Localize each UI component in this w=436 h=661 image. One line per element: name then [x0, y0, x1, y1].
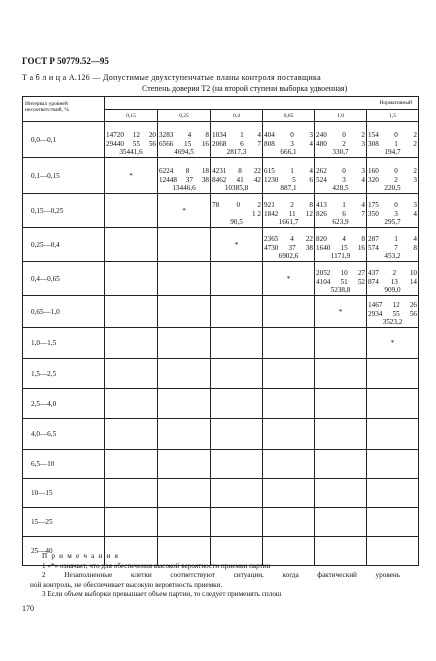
row-interval-label: 15—25 [23, 508, 105, 537]
empty-cell [211, 450, 263, 479]
empty-cell [158, 508, 211, 537]
empty-cell [105, 328, 158, 359]
empty-cell [211, 262, 263, 296]
row-interval-label: 10—15 [23, 479, 105, 508]
plan-line: 160 0 2 [368, 167, 417, 176]
table-row [23, 296, 419, 328]
plan-value: 6902,6 [278, 252, 299, 261]
empty-cell [105, 262, 158, 296]
not-ensured-marker: * [315, 296, 367, 328]
empty-cell [211, 359, 263, 389]
normative-header: Нормативный [105, 97, 419, 110]
empty-cell [158, 328, 211, 359]
empty-cell [263, 419, 315, 450]
plan-line: 262 0 3 [316, 167, 365, 176]
plan-line: 287 1 4 [368, 235, 417, 244]
plan-value: 90,5 [230, 218, 243, 227]
plan-line: 2934 55 56 [368, 309, 417, 318]
plan-value: 909,0 [384, 286, 401, 295]
empty-cell [105, 479, 158, 508]
plan-cell [367, 228, 419, 262]
not-ensured-marker: * [158, 194, 211, 228]
plan-line: 12448 37 38 [159, 175, 209, 184]
empty-cell [315, 328, 367, 359]
plan-line: 1842 11 12 [264, 209, 313, 218]
note-2b: ной контроль, не обеспечивает высокую вероятность приемки. [30, 580, 223, 589]
plan-value: 35441,6 [119, 148, 143, 157]
table-row [23, 508, 419, 537]
plan-line: 29440 55 56 [106, 139, 156, 148]
plan-line: 4231 8 22 [212, 167, 261, 176]
plan-value: 4694,5 [174, 148, 194, 157]
plan-line: 14720 12 20 [106, 131, 156, 140]
note-2a: 2 Незаполненные клетки соответствуют ситуации, когда фактический уровень [42, 571, 400, 579]
not-ensured-marker: * [211, 228, 263, 262]
plan-value: 1171,9 [330, 252, 351, 261]
plan-line: 240 0 2 [316, 131, 365, 140]
empty-cell [211, 419, 263, 450]
table-row [23, 479, 419, 508]
empty-cell [367, 479, 419, 508]
plan-cell [105, 122, 158, 158]
plan-cell [263, 158, 315, 194]
empty-cell [105, 450, 158, 479]
plan-line: 2052 10 27 [316, 269, 365, 278]
empty-cell [315, 359, 367, 389]
plan-cell [315, 228, 367, 262]
table-row [23, 262, 419, 296]
plan-value: 13446,6 [172, 184, 196, 193]
empty-cell [158, 359, 211, 389]
caption-line-2: Степень доверия Т2 (на второй ступени выборка удвоенная) [142, 84, 348, 93]
plan-line: 175 0 3 [368, 201, 417, 210]
plan-cell [367, 296, 419, 328]
plan-cell [211, 158, 263, 194]
plan-line: 480 2 3 [316, 139, 365, 148]
empty-cell [315, 508, 367, 537]
plan-line: 820 4 8 [316, 235, 365, 244]
plan-line: 3283 4 8 [159, 131, 209, 140]
row-interval-label: 1,0—1,5 [23, 328, 105, 359]
empty-cell [105, 419, 158, 450]
plan-value: 2817,3 [226, 148, 247, 157]
plan-value: 428,5 [332, 184, 349, 193]
plan-value: 220,5 [384, 184, 401, 193]
plan-line: 350 3 4 [368, 209, 417, 218]
note-3: 3 Если объем выборки превышает объем партии, то следует применять сплош [42, 590, 282, 598]
plan-line: 413 1 4 [316, 201, 365, 210]
empty-cell [263, 450, 315, 479]
not-ensured-marker: * [367, 328, 419, 359]
empty-cell [105, 508, 158, 537]
plan-value: 5238,8 [330, 286, 351, 295]
plan-line: 1467 12 26 [368, 301, 417, 310]
plan-line: 2365 4 22 [264, 235, 313, 244]
plan-value: 887,1 [280, 184, 297, 193]
notes-title: П р и м е ч а н и я [42, 552, 120, 560]
row-interval-label: 0,0—0,1 [23, 122, 105, 158]
plan-line: 808 3 4 [264, 139, 313, 148]
plan-value: 3523,2 [382, 318, 403, 327]
table-row [23, 158, 419, 194]
plan-value: 1661,7 [278, 218, 299, 227]
empty-cell [105, 194, 158, 228]
plan-value: 295,7 [384, 218, 401, 227]
empty-cell [367, 450, 419, 479]
empty-cell [315, 450, 367, 479]
empty-cell [105, 359, 158, 389]
plan-line: 154 0 2 [368, 131, 417, 140]
page-number: 170 [22, 604, 34, 613]
row-interval-label: 0,15—0,25 [23, 194, 105, 228]
column-header: 0,4 [211, 110, 263, 122]
table-row [23, 228, 419, 262]
empty-cell [263, 389, 315, 419]
plan-line: 437 2 10 [368, 269, 417, 278]
empty-cell [211, 328, 263, 359]
plan-line: 78 0 2 [212, 201, 261, 210]
column-header: 0,65 [263, 110, 315, 122]
empty-cell [158, 479, 211, 508]
empty-cell [263, 296, 315, 328]
plan-line: 4104 51 52 [316, 277, 365, 286]
plan-cell [367, 194, 419, 228]
row-interval-label: 1,5—2,5 [23, 359, 105, 389]
plan-cell [263, 194, 315, 228]
row-interval-label: 0,1—0,15 [23, 158, 105, 194]
table-row [23, 419, 419, 450]
plan-line: 1640 15 16 [316, 243, 365, 252]
empty-cell [315, 389, 367, 419]
table-row [23, 450, 419, 479]
plan-value: 10385,8 [224, 184, 249, 193]
column-header: 0,25 [158, 110, 211, 122]
plan-cell [315, 194, 367, 228]
corner-header: Интервал уровней несоответствий, % [23, 97, 105, 122]
not-ensured-marker: * [105, 158, 158, 194]
empty-cell [367, 359, 419, 389]
plan-cell [315, 158, 367, 194]
empty-cell [263, 359, 315, 389]
notes [30, 552, 400, 600]
plan-cell [158, 158, 211, 194]
row-interval-label: 2,5—4,0 [23, 389, 105, 419]
empty-cell [367, 508, 419, 537]
empty-cell [105, 296, 158, 328]
empty-cell [105, 228, 158, 262]
plan-line: 4730 37 38 [264, 243, 313, 252]
plan-line: 8462 41 42 [212, 175, 261, 184]
plan-value: 666,1 [280, 148, 297, 157]
empty-cell [211, 479, 263, 508]
row-interval-label: 0,25—0,4 [23, 228, 105, 262]
plan-line: 615 1 4 [264, 167, 313, 176]
plan-cell [367, 122, 419, 158]
plan-line: 921 2 8 [264, 201, 313, 210]
table-body [23, 122, 419, 566]
plan-line: 826 6 7 [316, 209, 365, 218]
row-interval-label: 0,4—0,65 [23, 262, 105, 296]
table-row [23, 328, 419, 359]
empty-cell [263, 328, 315, 359]
plan-cell [158, 122, 211, 158]
plan-cell [315, 262, 367, 296]
empty-cell [211, 389, 263, 419]
plan-line: 308 1 2 [368, 139, 417, 148]
empty-cell [211, 296, 263, 328]
row-interval-label: 25—40 [23, 537, 105, 566]
empty-cell [158, 389, 211, 419]
plan-cell [315, 122, 367, 158]
plan-line: 524 3 4 [316, 175, 365, 184]
plan-cell [263, 228, 315, 262]
row-interval-label: 6,5—10 [23, 450, 105, 479]
empty-cell [158, 262, 211, 296]
empty-cell [105, 389, 158, 419]
table-row [23, 194, 419, 228]
plan-value: 194,7 [384, 148, 401, 157]
empty-cell [158, 228, 211, 262]
empty-cell [367, 389, 419, 419]
plan-line: 1230 5 6 [264, 175, 313, 184]
empty-cell [367, 419, 419, 450]
plan-value: 453,2 [384, 252, 401, 261]
caption-line-1: Т а б л и ц а А.126 — Допустимые двухступенчатые планы контроля поставщика [22, 73, 321, 82]
empty-cell [158, 419, 211, 450]
note-1: 1 «*» означает, что для обеспечения высокой вероятности приемки партии [42, 561, 271, 570]
not-ensured-marker: * [263, 262, 315, 296]
plan-value: 330,7 [332, 148, 349, 157]
table-row [23, 389, 419, 419]
column-header: 0,15 [105, 110, 158, 122]
empty-cell [263, 479, 315, 508]
plan-line: 574 7 8 [368, 243, 417, 252]
plan-line: 6224 8 18 [159, 167, 209, 176]
plan-cell [367, 158, 419, 194]
plan-line: 320 2 3 [368, 175, 417, 184]
plan-cell [367, 262, 419, 296]
column-header: 1,5 [367, 110, 419, 122]
plan-cell [263, 122, 315, 158]
row-interval-label: 0,65—1,0 [23, 296, 105, 328]
empty-cell [158, 296, 211, 328]
empty-cell [315, 479, 367, 508]
table-row [23, 359, 419, 389]
plan-line: 1034 1 4 [212, 131, 261, 140]
column-header: 1,0 [315, 110, 367, 122]
plan-cell [211, 194, 263, 228]
plan-cell [211, 122, 263, 158]
plan-line: 6566 15 16 [159, 139, 209, 148]
empty-cell [263, 508, 315, 537]
plan-line: 1 2 [252, 209, 261, 218]
row-interval-label: 4,0—6,5 [23, 419, 105, 450]
plan-value: 623,9 [332, 218, 349, 227]
table-row [23, 122, 419, 158]
sampling-plan-table [22, 96, 419, 566]
table-caption [22, 72, 422, 94]
empty-cell [158, 450, 211, 479]
plan-line: 404 0 3 [264, 131, 313, 140]
plan-line: 874 13 14 [368, 277, 417, 286]
empty-cell [315, 419, 367, 450]
plan-line: 2068 6 7 [212, 139, 261, 148]
empty-cell [211, 508, 263, 537]
document-header: ГОСТ Р 50779.52—95 [22, 56, 109, 66]
